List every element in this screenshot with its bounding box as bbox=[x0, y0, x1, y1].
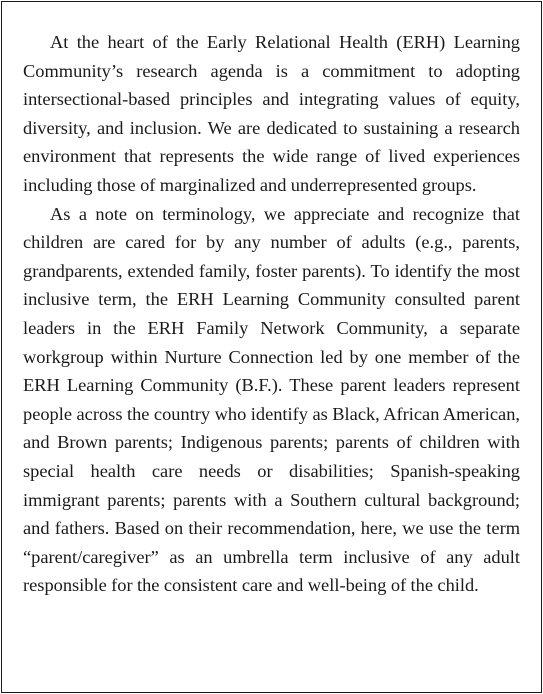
paragraph-research-commitment: At the heart of the Early Relational Health (ERH) Learning Community’s research agenda is a commitment to adopting intersectional-based principles and integrating values of equity, diversity, and inclusion. We are dedicated to sustaining a research environment that represents the wide range of lived experiences including those of marginalized and underrepresented groups. bbox=[23, 32, 520, 195]
text-box bbox=[1, 1, 542, 693]
paragraph-terminology-note: As a note on terminology, we appreciate and recognize that children are cared for by any number of adults (e.g., parents, grandparents, extended family, foster parents). To identify the most inclusive term, the ERH Learning Community consulted parent leaders in the ERH Family Network Community, a separate workgroup within Nurture Connection led by one member of the ERH Learning Community (B.F.). These parent leaders represent people across the country who identify as Black, African American, and Brown parents; Indigenous parents; parents of children with special health care needs or disabilities; Spanish-speaking immigrant parents; parents with a Southern cultural background; and fathers. Based on their recommendation, here, we use the term “parent/caregiver” as an umbrella term inclusive of any adult responsible for the consistent care and well-being of the child. bbox=[23, 203, 520, 596]
